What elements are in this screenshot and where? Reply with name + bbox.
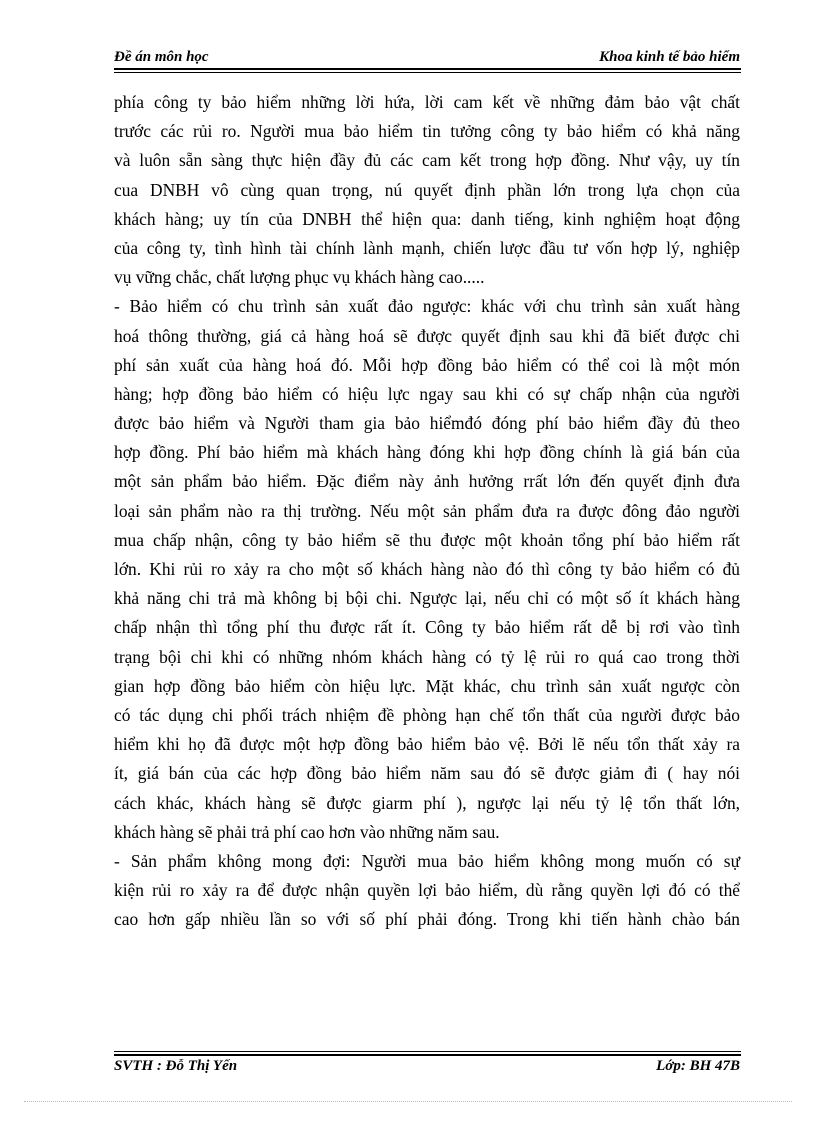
text-line: cách khác, khách hàng sẽ được giarm phí ), ngược lại nếu tỷ lệ tổn thất lớn, [114,792,740,813]
text-line: hiểm khi họ đã được một hợp đồng bảo hiểm bảo vệ. Bởi lẽ nếu tổn thất xảy ra [114,734,740,755]
header-faculty: Khoa kinh tế bảo hiểm [599,49,740,65]
footer-class: Lớp: BH 47B [656,1058,740,1074]
text-line: phía công ty bảo hiểm những lời hứa, lời cam kết về những đảm bảo vật chất [114,92,740,112]
text-line: hoá thông thường, giá cả hàng hoá sẽ được quyết định sau khi đã biết được chi [114,325,740,346]
text-line: cua DNBH vô cùng quan trọng, nú quyết định phần lớn trong lựa chọn của [114,179,740,200]
body-text [114,88,740,934]
text-line: cao hơn gấp nhiều lần so với số phí phải đóng. Trong khi tiến hành chào bán [114,909,740,930]
text-line: trước các rủi ro. Người mua bảo hiểm tin tưởng công ty bảo hiểm có khả năng [114,121,740,142]
text-line: khả năng chi trả mà không bị bội chi. Ngược lại, nếu chỉ có một số ít khách hàng [114,588,740,609]
text-line: hàng; hợp đồng bảo hiểm có hiệu lực ngay sau khi có sự chấp nhận của người [114,383,740,404]
header-rule-thin [114,72,741,73]
text-line: trạng bội chi khi có những nhóm khách hàng có tỷ lệ rủi ro quá cao trong thời [114,646,740,667]
footer-rule-thin [114,1051,741,1052]
header-rule-thick [114,68,741,70]
text-line: lớn. Khi rủi ro xảy ra cho một số khách hàng nào đó thì công ty bảo hiểm có đủ [114,559,740,579]
text-line: - Bảo hiểm có chu trình sản xuất đảo ngược: khác với chu trình sản xuất hàng [114,296,740,317]
page-footer [114,1058,740,1080]
text-line: được bảo hiểm và Người tham gia bảo hiểmđó đóng phí bảo hiểm đầy đủ theo [114,413,740,434]
page-bottom-dotted-line [24,1101,792,1102]
text-line: mua chấp nhận, công ty bảo hiểm sẽ thu được một khoản tổng phí bảo hiểm rất [114,529,740,550]
text-line: - Sản phẩm không mong đợi: Người mua bảo hiểm không mong muốn có sự [114,850,740,871]
text-line: một sản phẩm bảo hiểm. Đặc điểm này ảnh hưởng rrất lớn đến quyết định đưa [114,471,740,492]
text-line: chấp nhận thì tổng phí thu được rất ít. Công ty bảo hiểm rất dễ bị rơi vào tình [114,617,740,638]
text-line: khách hàng; uy tín của DNBH thể hiện qua: danh tiếng, kinh nghiệm hoạt động [114,208,740,229]
text-line: của công ty, tình hình tài chính lành mạnh, chiến lược đầu tư vốn hợp lý, nghiệp [114,237,740,258]
text-line: vụ vững chắc, chất lượng phục vụ khách hàng cao..... [114,267,485,288]
text-line: kiện rủi ro xảy ra để được nhận quyền lợi bảo hiểm, dù rằng quyền lợi đó có thể [114,880,740,901]
text-line: và luôn sẵn sàng thực hiện đầy đủ các cam kết trong hợp đồng. Như vậy, uy tín [114,150,740,171]
text-line: ít, giá bán của các hợp đồng bảo hiểm năm sau đó sẽ được giảm đi ( hay nói [114,763,740,784]
footer-student-name: SVTH : Đỗ Thị Yến [114,1058,238,1074]
header-course-title: Đề án môn học [114,49,209,65]
text-line: loại sản phẩm nào ra thị trường. Nếu một sản phẩm đưa ra được đông đảo người [114,500,740,521]
text-line: phí sản xuất của hàng hoá đó. Mỗi hợp đồng bảo hiểm có thể coi là một món [114,354,740,375]
text-line: hợp đồng. Phí bảo hiểm mà khách hàng đóng khi hợp đồng chính là giá bán của [114,442,740,463]
text-line: gian hợp đồng bảo hiểm còn hiệu lực. Mặt khác, chu trình sản xuất ngược còn [114,675,740,696]
footer-rule-thick [114,1054,741,1056]
text-line: có tác dụng chi phối trách nhiệm đề phòng hạn chế tổn thất của người được bảo [114,704,740,725]
page-header [114,47,740,69]
text-line: khách hàng sẽ phải trả phí cao hơn vào những năm sau. [114,821,500,842]
